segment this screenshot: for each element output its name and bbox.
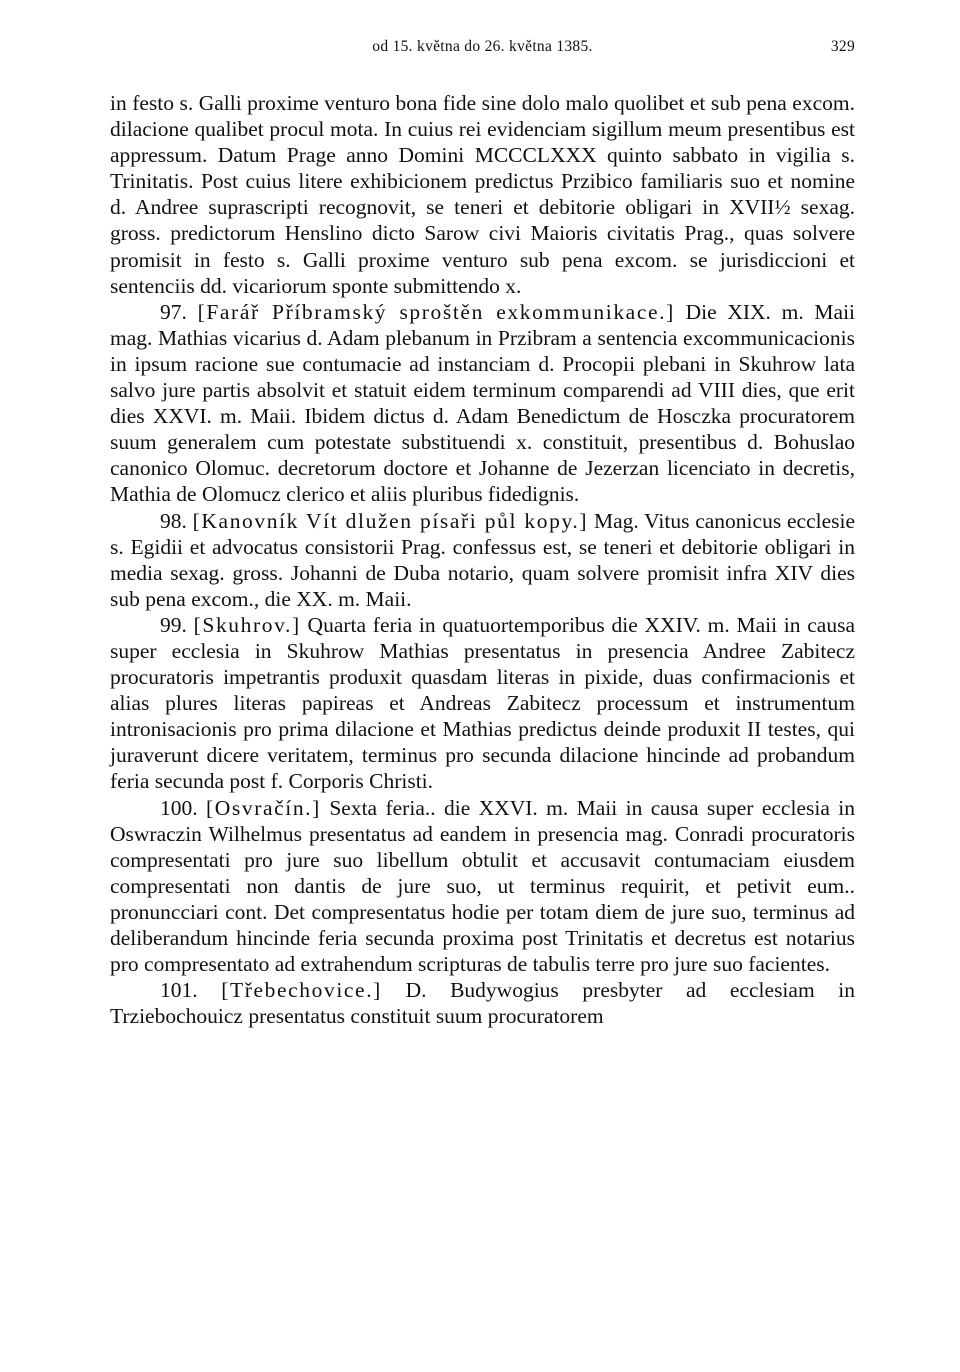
body-text (110, 90, 855, 1029)
entry-text: Die XIX. m. Maii mag. Mathias vicarius d. Adam plebanum in Przibram a sentencia excommunicacionis in ipsum racione sue contumacie ad instanciam d. Procopii plebani in Skuhrow lata salvo jure partis absolvit et statuit eidem terminum comparendi ad VIII dies, que erit dies XXVI. m. Maii. Ibidem dictus d. Adam Benedictum de Hosczka procuratorem suum generalem cum potestate substituendi x. constituit, presentibus d. Bohuslao canonico Olomuc. decretorum doctore et Johanne de Jezerzan licenciato in decretis, Mathia de Olomucz clerico et aliis pluribus fidedignis. (110, 299, 856, 507)
running-head-title: od 15. května do 26. května 1385. (372, 38, 593, 55)
entry-number: 98. (160, 508, 187, 533)
entry-heading: [Osvračín.] (206, 795, 321, 820)
entry-number: 100. (160, 795, 198, 820)
entry-100 (110, 795, 855, 978)
entry-99 (110, 612, 855, 795)
entry-text: D. Budywogius presbyter ad ecclesiam in Trziebochouicz presentatus constituit suum procuratorem (110, 978, 856, 1029)
entry-heading: [Kanovník Vít dlužen písaři půl kopy.] (192, 508, 589, 533)
entry-97 (110, 299, 855, 508)
continuation-paragraph: in festo s. Galli proxime venturo bona fide sine dolo malo quolibet et sub pena excom. dilacione qualibet procul mota. In cuius rei evidenciam sigillum meum presentibus est appressum. Datum Prage anno Domini MCCCLXXX quinto sabbato in vigilia s. Trinitatis. Post cuius litere exhibicionem predictus Przibico familiaris suo et nomine d. Andree suprascripti recognovit, se teneri et debitorie obligari in XVII½ sexag. gross. predictorum Henslino dicto Sarow civi Maioris civitatis Prag., quas solvere promisit in festo s. Galli proxime venturo sub pena excom. se jurisdiccioni et sentenciis dd. vicariorum sponte submittendo x. (110, 91, 855, 298)
entry-101 (110, 977, 855, 1029)
running-head (110, 34, 855, 74)
document-page (110, 34, 855, 1029)
entry-heading: [Farář Příbramský sproštěn exkommunikace.] (197, 299, 675, 324)
entry-number: 99. (160, 612, 187, 637)
entry-heading: [Třebechovice.] (221, 978, 382, 1003)
entry-98 (110, 508, 855, 612)
entry-text: Sexta feria.. die XXVI. m. Maii in causa super ecclesia in Oswraczin Wilhelmus presentatus ad eandem in presencia mag. Conradi procuratoris compresentati pro jure suo libellum obtulit et accusavit contumaciam eiusdem compresentati non dantis de jure suo, ut terminus requirit, et petivit eum.. pronuncciari cont. Det compresentatus hodie per totam diem de jure suo, terminus ad deliberandum hincinde feria secunda proxima post Trinitatis et decretus est notarius pro compresentato ad extrahendum scripturas de tabulis terre pro jure suo facientes. (110, 795, 855, 977)
page-number: 329 (830, 38, 855, 55)
entry-text: Quarta feria in quatuortemporibus die XXIV. m. Maii in causa super ecclesia in Skuhrow Mathias presentatus in presencia Andree Zabitecz procuratoris impetrantis produxit quasdam literas in pixide, duas confirmacionis et alias plures literas papireas et Andreas Zabitecz processum et instrumentum intronisacionis pro prima dilacione et Mathias predictus deinde produxit II testes, qui juraverunt dicere veritatem, terminus pro secunda dilacione hincinde ad probandum feria secunda post f. Corporis Christi. (110, 612, 856, 794)
entry-heading: [Skuhrov.] (193, 612, 301, 637)
entry-number: 101. (160, 978, 198, 1003)
entry-number: 97. (160, 299, 187, 324)
entry-text: Mag. Vitus canonicus ecclesie s. Egidii et advocatus consistorii Prag. confessus est, se teneri et debitorie obligari in media sexag. gross. Johanni de Duba notario, quam solvere promisit infra XIV dies sub pena excom., die XX. m. Maii. (110, 508, 856, 611)
